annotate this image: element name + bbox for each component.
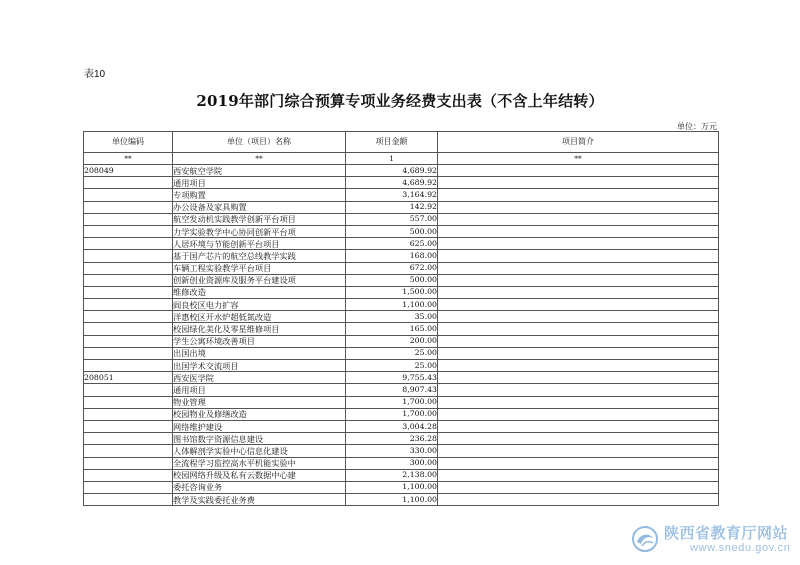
unit-code-cell: [84, 323, 173, 335]
table-row: [84, 420, 719, 432]
amount-cell: 557.00: [346, 213, 438, 225]
item-name-cell: 洋惠校区开水炉超低氮改造: [173, 311, 346, 323]
table-row: [84, 311, 719, 323]
description-cell: [438, 420, 719, 432]
amount-cell: 165.00: [346, 323, 438, 335]
item-name-cell: 网络维护建设: [173, 420, 346, 432]
amount-cell: 4,689.92: [346, 177, 438, 189]
unit-code-cell: [84, 335, 173, 347]
amount-cell: 35.00: [346, 311, 438, 323]
unit-code-cell: [84, 420, 173, 432]
description-cell: [438, 384, 719, 396]
description-cell: [438, 225, 719, 237]
item-name-cell: 航空发动机实践教学创新平台项目: [173, 213, 346, 225]
amount-cell: 500.00: [346, 274, 438, 286]
amount-cell: 1,100.00: [346, 299, 438, 311]
item-name-cell: 人居环境与节能创新平台项目: [173, 238, 346, 250]
item-name-cell: 物业管理: [173, 396, 346, 408]
description-cell: [438, 481, 719, 493]
unit-code-cell: [84, 384, 173, 396]
description-cell: [438, 311, 719, 323]
col-header-unit-code: 单位编码: [84, 132, 173, 153]
unit-code-cell: [84, 250, 173, 262]
amount-cell: 672.00: [346, 262, 438, 274]
amount-cell: 25.00: [346, 347, 438, 359]
amount-cell: 142.92: [346, 201, 438, 213]
item-name-cell: 维修改造: [173, 286, 346, 298]
table-row: [84, 250, 719, 262]
unit-code-cell: [84, 177, 173, 189]
col-header-amount: 项目金额: [346, 132, 438, 153]
table-index-row: [84, 153, 719, 165]
description-cell: [438, 396, 719, 408]
amount-cell: 2,138.00: [346, 469, 438, 481]
amount-cell: 168.00: [346, 250, 438, 262]
index-cell: **: [84, 153, 173, 165]
col-header-description: 项目简介: [438, 132, 719, 153]
description-cell: [438, 286, 719, 298]
education-dept-logo-icon: [630, 524, 660, 554]
table-row: [84, 481, 719, 493]
description-cell: [438, 165, 719, 177]
item-name-cell: 西安医学院: [173, 372, 346, 384]
item-name-cell: 学生公寓环境改善项目: [173, 335, 346, 347]
amount-cell: 236.28: [346, 433, 438, 445]
amount-cell: 330.00: [346, 445, 438, 457]
item-name-cell: 校园物业及修缮改造: [173, 408, 346, 420]
table-row: [84, 274, 719, 286]
unit-code-cell: [84, 201, 173, 213]
table-row: [84, 165, 719, 177]
table-row: [84, 335, 719, 347]
unit-code-cell: [84, 457, 173, 469]
amount-cell: 200.00: [346, 335, 438, 347]
description-cell: [438, 494, 719, 506]
item-name-cell: 力学实验教学中心协同创新平台项: [173, 225, 346, 237]
table-row: [84, 347, 719, 359]
item-name-cell: 通用项目: [173, 177, 346, 189]
description-cell: [438, 408, 719, 420]
unit-code-cell: [84, 433, 173, 445]
description-cell: [438, 250, 719, 262]
item-name-cell: 车辆工程实验教学平台项目: [173, 262, 346, 274]
table-row: [84, 408, 719, 420]
description-cell: [438, 360, 719, 372]
item-name-cell: 教学及实践委托业务费: [173, 494, 346, 506]
index-cell: **: [173, 153, 346, 165]
unit-code-cell: [84, 494, 173, 506]
description-cell: [438, 335, 719, 347]
unit-code-cell: [84, 262, 173, 274]
unit-code-cell: [84, 286, 173, 298]
unit-label: 单位：万元: [677, 122, 717, 131]
table-row: [84, 360, 719, 372]
unit-code-cell: [84, 445, 173, 457]
unit-code-cell: [84, 299, 173, 311]
unit-code-cell: [84, 396, 173, 408]
budget-table: [83, 131, 719, 506]
item-name-cell: 专项购置: [173, 189, 346, 201]
index-cell: 1: [346, 153, 438, 165]
item-name-cell: 办公设备及家具购置: [173, 201, 346, 213]
item-name-cell: 校园网络升级及私有云数据中心建: [173, 469, 346, 481]
table-row: [84, 457, 719, 469]
table-row: [84, 225, 719, 237]
description-cell: [438, 177, 719, 189]
unit-code-cell: 208049: [84, 165, 173, 177]
description-cell: [438, 189, 719, 201]
description-cell: [438, 347, 719, 359]
table-row: [84, 201, 719, 213]
item-name-cell: 图书馆数字资源信息建设: [173, 433, 346, 445]
description-cell: [438, 274, 719, 286]
watermark-site-name: 陕西省教育厅网站: [664, 524, 789, 542]
amount-cell: 300.00: [346, 457, 438, 469]
unit-code-cell: [84, 274, 173, 286]
amount-cell: 1,700.00: [346, 396, 438, 408]
amount-cell: 1,100.00: [346, 494, 438, 506]
amount-cell: 4,689.92: [346, 165, 438, 177]
item-name-cell: 委托咨询业务: [173, 481, 346, 493]
item-name-cell: 全流程学习监控高水平机能实验中: [173, 457, 346, 469]
table-row: [84, 469, 719, 481]
description-cell: [438, 457, 719, 469]
amount-cell: 8,907.43: [346, 384, 438, 396]
table-row: [84, 299, 719, 311]
unit-code-cell: [84, 469, 173, 481]
description-cell: [438, 201, 719, 213]
table-row: [84, 213, 719, 225]
col-header-unit-name: 单位（项目）名称: [173, 132, 346, 153]
table-row: [84, 177, 719, 189]
description-cell: [438, 213, 719, 225]
table-row: [84, 396, 719, 408]
unit-code-cell: [84, 225, 173, 237]
description-cell: [438, 469, 719, 481]
item-name-cell: 阎良校区电力扩容: [173, 299, 346, 311]
amount-cell: 1,700.00: [346, 408, 438, 420]
item-name-cell: 通用项目: [173, 384, 346, 396]
table-row: [84, 323, 719, 335]
description-cell: [438, 238, 719, 250]
table-number: 表10: [84, 69, 106, 80]
item-name-cell: 出国学术交流项目: [173, 360, 346, 372]
description-cell: [438, 299, 719, 311]
item-name-cell: 创新创业资源库及服务平台建设项: [173, 274, 346, 286]
description-cell: [438, 445, 719, 457]
table-row: [84, 262, 719, 274]
unit-code-cell: [84, 213, 173, 225]
unit-code-cell: [84, 347, 173, 359]
table-row: [84, 372, 719, 384]
table-row: [84, 445, 719, 457]
table-row: [84, 189, 719, 201]
description-cell: [438, 262, 719, 274]
amount-cell: 3,004.28: [346, 420, 438, 432]
description-cell: [438, 323, 719, 335]
unit-code-cell: [84, 481, 173, 493]
unit-code-cell: [84, 189, 173, 201]
table-row: [84, 238, 719, 250]
description-cell: [438, 372, 719, 384]
item-name-cell: 人体解剖学实验中心信息化建设: [173, 445, 346, 457]
amount-cell: 625.00: [346, 238, 438, 250]
unit-code-cell: [84, 311, 173, 323]
table-row: [84, 384, 719, 396]
amount-cell: 500.00: [346, 225, 438, 237]
watermark-url: www.snedu.gov.cn: [690, 542, 791, 554]
table-row: [84, 433, 719, 445]
page-title: 2019年部门综合预算专项业务经费支出表（不含上年结转）: [196, 92, 604, 110]
unit-code-cell: [84, 408, 173, 420]
unit-code-cell: 208051: [84, 372, 173, 384]
unit-code-cell: [84, 360, 173, 372]
amount-cell: 1,500.00: [346, 286, 438, 298]
amount-cell: 1,100.00: [346, 481, 438, 493]
amount-cell: 9,755.43: [346, 372, 438, 384]
item-name-cell: 出国出境: [173, 347, 346, 359]
item-name-cell: 基于国产芯片的航空总线教学实践: [173, 250, 346, 262]
item-name-cell: 校园绿化美化及零星维修项目: [173, 323, 346, 335]
amount-cell: 3,164.92: [346, 189, 438, 201]
amount-cell: 25.00: [346, 360, 438, 372]
description-cell: [438, 433, 719, 445]
item-name-cell: 西安航空学院: [173, 165, 346, 177]
table-row: [84, 494, 719, 506]
index-cell: **: [438, 153, 719, 165]
table-header-row: [84, 132, 719, 153]
table-row: [84, 286, 719, 298]
unit-code-cell: [84, 238, 173, 250]
